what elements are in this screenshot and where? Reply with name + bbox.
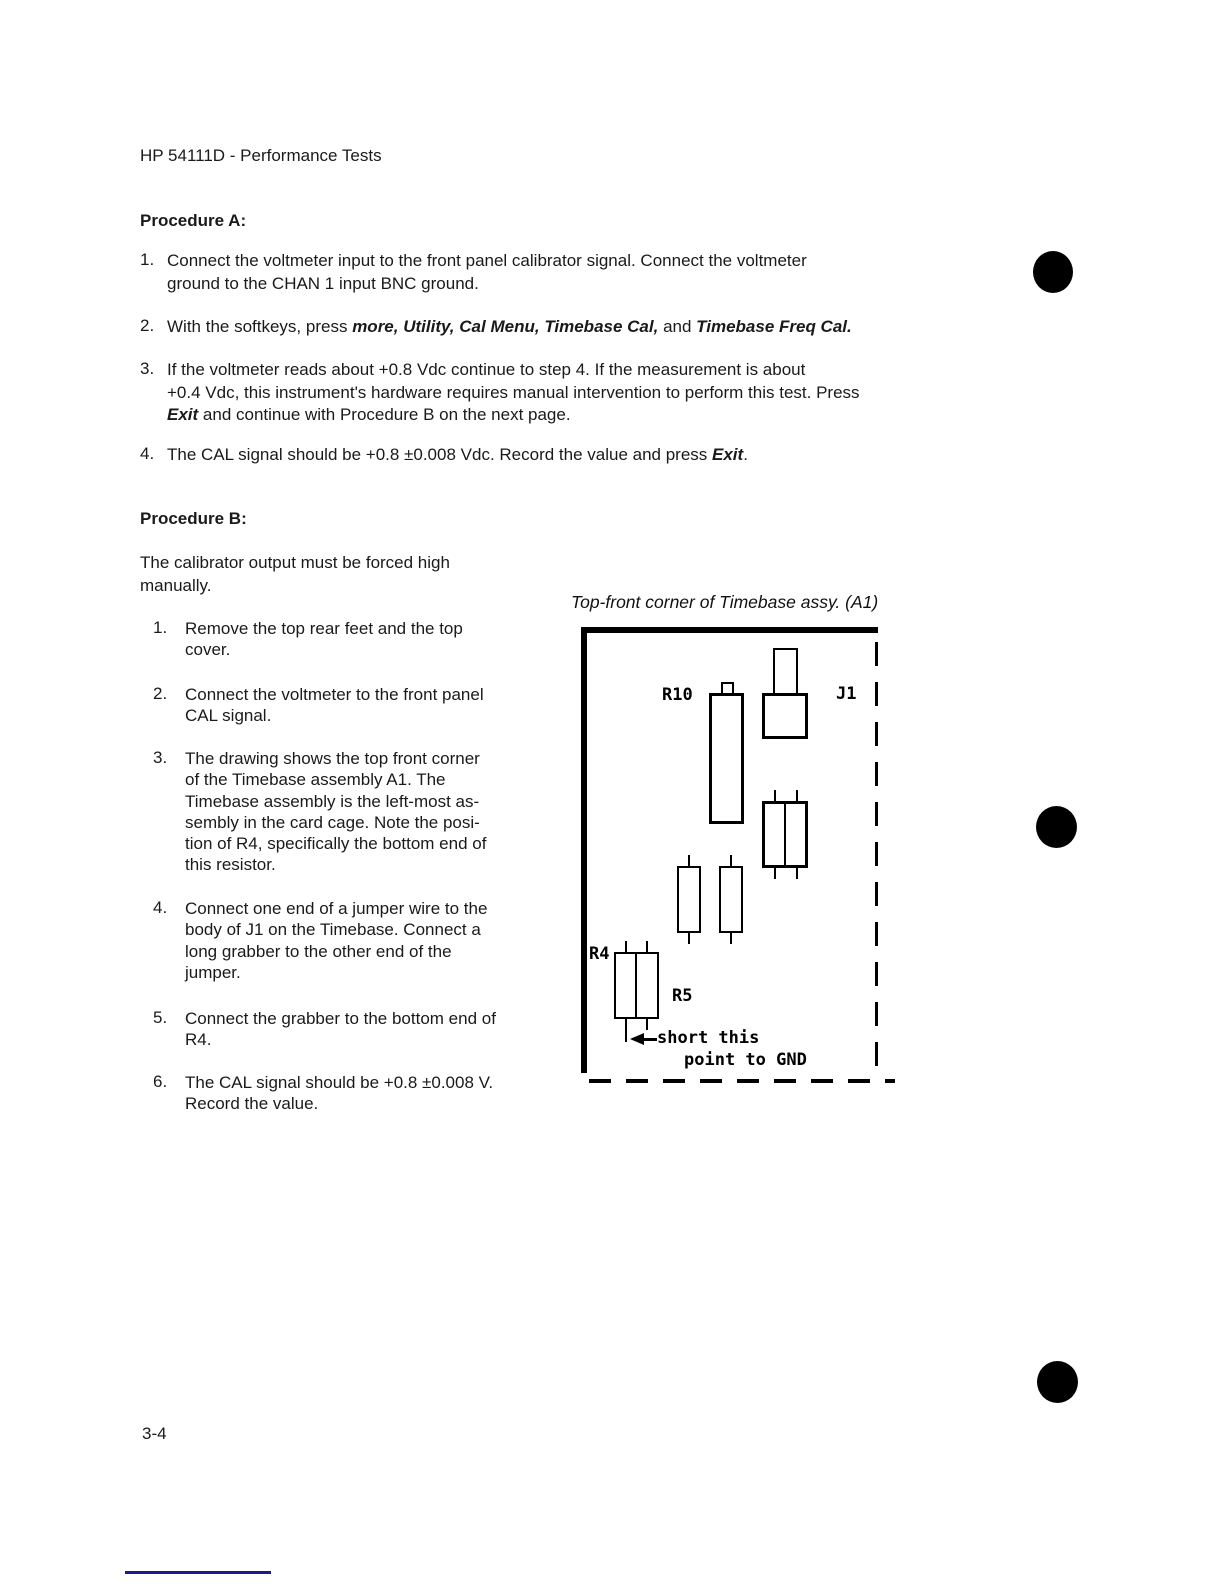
procedure-b-item-3 (153, 748, 486, 876)
softkey-timebase-cal: Timebase Cal, (544, 317, 659, 336)
text-line: body of J1 on the Timebase. Connect a (185, 920, 481, 940)
text-segment: . (743, 445, 748, 464)
r10-body (709, 693, 744, 824)
text-line: Connect the voltmeter to the front panel (185, 685, 484, 704)
j1-body (762, 693, 808, 739)
text-segment: and (658, 317, 697, 336)
procedure-b-item-4 (153, 898, 487, 983)
text-line: of the Timebase assembly A1. The (185, 770, 446, 790)
text-line: If the voltmeter reads about +0.8 Vdc continue to step 4. If the measurement is about (167, 360, 806, 379)
r5-label: R5 (672, 986, 693, 1006)
text-line: The CAL signal should be +0.8 ±0.008 V. (185, 1073, 494, 1092)
item-number: 5. (153, 1008, 168, 1027)
r10-label: R10 (662, 685, 693, 705)
item-text (167, 359, 860, 427)
diagram-border-right-dashed (875, 642, 878, 1073)
page-header: HP 54111D - Performance Tests (140, 146, 382, 165)
text-line: this resistor. (185, 855, 276, 875)
item-text (185, 898, 487, 983)
component-lead (796, 866, 798, 879)
punch-dot-top (1033, 251, 1073, 293)
item-number: 4. (140, 444, 155, 463)
punch-dot-bottom (1037, 1361, 1078, 1403)
procedure-b-intro-line2: manually. (140, 576, 212, 595)
r4-lead-bottom (646, 1017, 648, 1030)
text-line: sembly in the card cage. Note the posi- (185, 812, 480, 832)
text-line (167, 404, 860, 427)
procedure-a-item-4 (140, 444, 748, 467)
text-line: CAL signal. (185, 706, 272, 726)
text-line: R4. (185, 1030, 212, 1050)
j1-label: J1 (836, 684, 857, 704)
item-number: 2. (140, 316, 155, 335)
text-line: Connect the voltmeter input to the front panel calibrator signal. Connect the voltmeter (167, 251, 807, 270)
diagram-border-left (581, 627, 587, 1073)
arrow-shaft (642, 1038, 657, 1041)
r4-label: R4 (589, 944, 610, 964)
text-line: Connect the grabber to the bottom end of (185, 1009, 496, 1028)
item-text (185, 748, 486, 876)
text-segment: and continue with Procedure B on the next page. (198, 405, 571, 424)
text-line: The drawing shows the top front corner (185, 749, 480, 768)
punch-dot-middle (1036, 806, 1077, 848)
resistor-left-body (677, 866, 701, 933)
procedure-b-intro-line1: The calibrator output must be forced high (140, 553, 450, 572)
procedure-b-item-6 (153, 1072, 493, 1115)
text-line: tion of R4, specifically the bottom end of (185, 834, 487, 854)
item-number: 6. (153, 1072, 168, 1091)
item-text (167, 316, 852, 339)
softkey-more: more, (352, 317, 399, 336)
text-line: ground to the CHAN 1 input BNC ground. (167, 273, 479, 293)
text-line: Remove the top rear feet and the top (185, 619, 463, 638)
text-segment: With the softkeys, press (167, 317, 353, 336)
resistor-right-body (719, 866, 743, 933)
diagram-border-top (581, 627, 878, 633)
procedure-b-item-5 (153, 1008, 496, 1051)
text-line (167, 444, 748, 467)
text-segment: The CAL signal should be +0.8 ±0.008 Vdc. Record the value and press (167, 445, 713, 464)
annotation-point-to-gnd: point to GND (684, 1050, 807, 1070)
softkey-timebase-freq-cal: Timebase Freq Cal. (696, 317, 852, 336)
softkey-exit: Exit (167, 405, 199, 424)
text-line: Timebase assembly is the left-most as- (185, 791, 480, 811)
item-number: 1. (140, 250, 155, 269)
text-line (167, 316, 852, 339)
component-divider (784, 804, 786, 865)
r4-divider (635, 954, 637, 1017)
resistor-lead (730, 931, 732, 944)
item-text (185, 1072, 493, 1115)
text-line: Record the value. (185, 1094, 319, 1114)
item-text (167, 250, 807, 295)
text-line: long grabber to the other end of the (185, 941, 452, 961)
component-lead (774, 866, 776, 879)
item-text (167, 444, 748, 467)
footer-blue-rule (125, 1571, 271, 1574)
softkey-exit: Exit (712, 445, 744, 464)
text-line: +0.4 Vdc, this instrument's hardware requires manual intervention to perform this test. Press (167, 382, 860, 402)
item-number: 4. (153, 898, 168, 917)
procedure-a-item-1 (140, 250, 807, 295)
r4-lead-bottom-short-point (625, 1017, 627, 1042)
j1-top-section (773, 648, 798, 695)
text-line: cover. (185, 640, 231, 660)
procedure-a-item-2 (140, 316, 852, 339)
diagram-border-bottom-dashed (589, 1079, 895, 1083)
item-number: 2. (153, 684, 168, 703)
item-text (185, 684, 484, 727)
annotation-short-this: short this (657, 1028, 760, 1048)
resistor-lead (688, 931, 690, 944)
procedure-b-item-1 (153, 618, 463, 661)
item-text (185, 618, 463, 661)
item-number: 1. (153, 618, 168, 637)
softkey-cal-menu: Cal Menu, (459, 317, 540, 336)
procedure-a-heading: Procedure A: (140, 211, 247, 230)
page-number: 3-4 (142, 1424, 167, 1443)
item-number: 3. (153, 748, 168, 767)
item-text (185, 1008, 496, 1051)
procedure-a-item-3 (140, 359, 860, 427)
procedure-b-item-2 (153, 684, 484, 727)
text-line: Connect one end of a jumper wire to the (185, 899, 488, 918)
procedure-b-heading: Procedure B: (140, 509, 247, 528)
softkey-utility: Utility, (403, 317, 455, 336)
item-number: 3. (140, 359, 155, 378)
diagram-caption: Top-front corner of Timebase assy. (A1) (571, 592, 879, 612)
text-line: jumper. (185, 962, 241, 982)
